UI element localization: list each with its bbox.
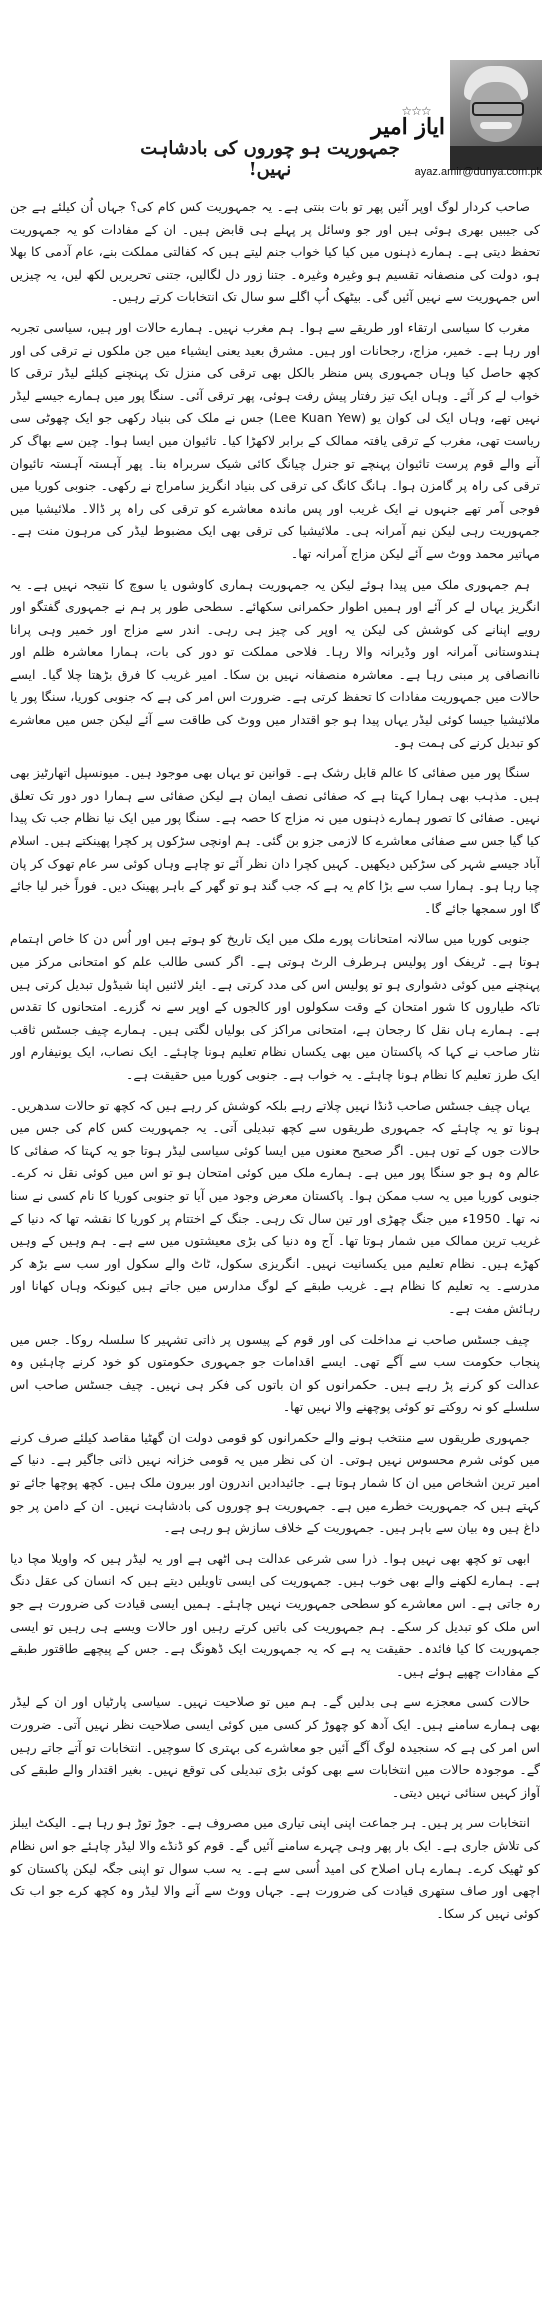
column-header — [0, 0, 550, 180]
paragraph: جمہوری طریقوں سے منتخب ہونے والے حکمرانوں کو قومی دولت ان گھٹیا مقاصد کیلئے صرف کرنے میں کوئی شرم محسوس نہیں ہوتی۔ ان کی نظر میں یہ قومی خزانہ نہیں ذاتی جاگیر ہے۔ دنیا کے امیر ترین اشخاص میں ان کا شمار ہوتا ہے۔ جائیدادیں اندرون اور بیرون ملک ہیں۔ کچھ پوچھا جائے تو کہتے ہیں کہ جمہوریت خطرے میں ہے۔ جمہوریت ہو چوروں کی بادشاہت نہیں۔ ان کے دامن پر جو داغ ہیں وہ بیان سے باہر ہیں۔ جمہوریت کے خلاف سازش ہو رہی ہے۔ — [10, 1429, 540, 1536]
column-title: جمہوریت ہو چوروں کی بادشاہت نہیں! — [140, 138, 400, 180]
paragraph: جنوبی کوریا میں سالانہ امتحانات پورے ملک میں ایک تاریخ کو ہوتے ہیں اور اُس دن کا خاص اہتمام ہوتا ہے۔ ٹریفک اور پولیس ہرطرف الرٹ ہوتی ہے۔ اگر کسی طالب علم کو امتحانی مرکز میں پہنچنے میں کوئی دشواری ہو تو پولیس اس کی مدد کرتی ہے۔ ایئر لائنیں اپنا شیڈول تبدیل کرتی ہیں تاکہ طیاروں کا شور امتحان کے وقت سکولوں اور کالجوں کے اوپر سے نہ گزرے۔ امتحانوں کا تقدس ہے۔ ہمارے ہاں نقل کا رجحان ہے، امتحانی مراکز کی بولیاں لگتی ہیں۔ ہمارے چیف جسٹس ثاقب نثار صاحب نے کہا کہ پاکستان میں بھی یکساں نظام تعلیم ہونا چاہئے۔ ایک نصاب، ایک یونیفارم اور ایک طرز تعلیم کا نظام ہونا چاہئے۔ یہ خواب ہے۔ جنوبی کوریا میں حقیقت ہے۔ — [10, 931, 540, 1082]
paragraph: ہم جمہوری ملک میں پیدا ہوئے لیکن یہ جمہوریت ہماری کاوشوں یا سوچ کا نتیجہ نہیں ہے۔ یہ انگریز یہاں لے کر آئے اور ہمیں اطوار حکمرانی سکھائے۔ سطحی طور پر ہم نے جمہوری گفتگو اور رویے اپنانے کی کوشش کی لیکن یہ اوپر کی چیز ہی رہی۔ اندر سے مزاج اور خمیر وہی پرانا ہندوستانی آمرانہ اور وڈیرانہ والا رہا۔ فلاحی مملکت تو دور کی بات، ہمارا معاشرہ ظلم اور ناانصافی پر مبنی رہا ہے۔ معاشرہ منصفانہ نہیں بن سکا۔ امیر غریب کا فرق بڑھتا چلا گیا۔ ایسے حالات میں جمہوریت مفادات کا تحفظ کرتی ہے۔ ضرورت اس امر کی ہے کہ جنوبی کوریا، سنگا پور یا ملائیشیا جیسا کوئی لیڈر یہاں پیدا ہو جو اقتدار میں ووٹ کی طاقت سے آئے لیکن جس میں معاشرے کو تبدیل کرنے کی ہمت ہو۔ — [10, 576, 540, 750]
paragraph: یہاں چیف جسٹس صاحب ڈنڈا نہیں چلاتے رہے بلکہ کوشش کر رہے ہیں کہ کچھ تو حالات سدھریں۔ ہونا تو یہ چاہئے کہ جمہوری طریقوں سے کچھ تبدیلی آتی۔ یہ جمہوریت کس کام کی جس میں حالات جوں کے توں ہیں۔ اگر صحیح معنوں میں ایسا کوئی سیاسی لیڈر ہوتا جو یہ کہتا کہ صفائی کا عالم وہ ہو جو سنگا پور میں ہے۔ ہمارے ملک میں کوئی امتحان ہو تو اس میں کوئی نقل نہ کرے۔ جنوبی کوریا میں یہ سب ممکن ہوا۔ پاکستان معرض وجود میں آیا تو جنوبی کوریا کا نام کسی نے سنا نہ تھا۔ 1950ء میں جنگ چھڑی اور تین سال تک رہی۔ جنگ کے اختتام پر کوریا کا نقشہ تھا کہ دنیا کے غریب ترین ممالک میں شمار ہوتا تھا۔ آج وہ دنیا کی بڑی معیشتوں میں سے ہے۔ ہم وہیں کے وہیں کھڑے ہیں۔ نظام تعلیم میں یکسانیت نہیں۔ انگریزی سکول، ٹاٹ والے سکول اور سب سے بڑھ کر مدرسے۔ یہ تعلیم کا نظام ہے۔ غریب طبقے کے لوگ مدارس میں جاتے ہیں کیونکہ وہاں کھانا اور رہائش مفت ہے۔ — [10, 1097, 540, 1316]
author-name: ایاز امیر — [371, 114, 445, 140]
paragraph: مغرب کا سیاسی ارتقاء اور طریقے سے ہوا۔ ہم مغرب نہیں۔ ہمارے حالات اور ہیں، سیاسی تجربہ اور رہا ہے۔ خمیر، مزاج، رجحانات اور ہیں۔ مشرق بعید یعنی ایشیاء میں جن ملکوں نے ترقی کی اور کچھ حاصل کیا وہاں جمہوری پس منظر بالکل بھی ترقی کی منزل تک پہنچنے کیلئے لیڈر ترقی کا خواب لے کر آئے۔ وہاں ایک تیز رفتار پیش رفت ہوئی، پھر ترقی آئی۔ سنگا پور میں ہمارے جیسے لیڈر نہیں تھے، وہاں ایک لی کوان یو (Lee Kuan Yew) جس نے ملک کی بنیاد رکھی جو ایک چھوٹی سی ریاست تھی، مغرب کے ترقی یافتہ ممالک کے برابر لاکھڑا کیا۔ تائیوان میں ایسا ہوا۔ چین سے بھاگ کر آنے والے قوم پرست تائیوان پہنچے تو جنرل چیانگ کائی شیک سربراہ بنا۔ پھر آہستہ آہستہ تائیوان ترقی کی راہ پر گامزن ہوا۔ ہانگ کانگ کی ترقی کی بنیاد انگریز سامراج نے رکھی۔ جنوبی کوریا میں فوجی آمر تھے جنہوں نے ایک غریب اور پس ماندہ معاشرے کو ترقی کی راہ پر ڈالا۔ ملائیشیا میں جمہوریت رہی لیکن نیم آمرانہ ہی۔ ملائیشیا کی ترقی بھی ایک مضبوط لیڈر کی مرہون منت ہے۔ مہاتیر محمد ووٹ سے آئے لیکن مزاج آمرانہ تھا۔ — [10, 319, 540, 561]
author-email: ayaz.amir@dunya.com.pk — [414, 166, 542, 178]
photo-mustache — [480, 122, 512, 129]
author-photo — [450, 60, 542, 170]
paragraph: صاحب کردار لوگ اوپر آئیں پھر تو بات بنتی ہے۔ یہ جمہوریت کس کام کی؟ جہاں اُن کیلئے ہے جن کی جیبیں بھری ہوئی ہیں اور جو وسائل پر پہلے ہی قابض ہیں۔ ان کے مفادات کو یہ جمہوریت تحفظ دیتی ہے۔ ہمارے ذہنوں میں کیا کیا خواب جنم لیتے ہیں کہ کفالتی مملکت بنے، عام آدمی کا بھلا ہو، دولت کی منصفانہ تقسیم ہو وغیرہ وغیرہ۔ جتنا زور دل لگالیں، جتنی تحریریں لکھ لیں، یہ چیزیں اس جمہوریت سے نہیں آئیں گی۔ بیٹھک اُپ اگلے سو سال تک انتخابات کرتے رہیں۔ — [10, 199, 540, 305]
article-body — [10, 196, 540, 2306]
paragraph: ابھی تو کچھ بھی نہیں ہوا۔ ذرا سی شرعی عدالت ہی اٹھی ہے اور یہ لیڈر ہیں کہ واویلا مچا دیا ہے۔ ہمارے لکھنے والے بھی خوب ہیں۔ جمہوریت کی ایسی تاویلیں دیتے ہیں کہ انسان کی عقل دنگ رہ جاتی ہے۔ اس معاشرے کو سطحی جمہوریت نہیں چاہئے۔ ہمیں ایسی قیادت کی ضرورت ہے جو اس ملک کو تبدیل کر سکے۔ ہم جمہوریت کی باتیں کرتے رہیں اور حالات ویسے ہی رہیں تو ایسی جمہوریت کا کیا فائدہ۔ حقیقت یہ ہے کہ یہ جمہوریت ایک ڈھونگ ہے۔ جس کے پیچھے طاقتور طبقے کے مفادات چھپے ہوئے ہیں۔ — [10, 1550, 540, 1679]
paragraph: انتخابات سر پر ہیں۔ ہر جماعت اپنی اپنی تیاری میں مصروف ہے۔ جوڑ توڑ ہو رہا ہے۔ الیکٹ ایبلز کی تلاش جاری ہے۔ ایک بار پھر وہی چہرے سامنے آئیں گے۔ قوم کو ڈنڈے والا لیڈر چاہئے جو اس نظام کو ٹھیک کرے۔ ہمارے ہاں اصلاح کی امید اُسی سے ہے۔ یہ سب سوال تو اپنی جگہ لیکن پاکستان کو اچھی اور صاف ستھری قیادت کی ضرورت ہے۔ جہاں ووٹ سے آنے والا لیڈر وہ کچھ کرے جو اب تک کوئی نہیں کر سکا۔ — [10, 1815, 540, 1921]
paragraph: چیف جسٹس صاحب نے مداخلت کی اور قوم کے پیسوں پر ذاتی تشہیر کا سلسلہ روکا۔ جس میں پنجاب حکومت سب سے آگے تھی۔ ایسے اقدامات جو جمہوری حکومتوں کو خود کرنے چاہئیں وہ عدالت کو کرنے پڑ رہے ہیں۔ حکمرانوں کو ان باتوں کی فکر ہی نہیں۔ چیف جسٹس صاحب اس سلسلے کو نہ روکتے تو کوئی پوچھنے والا نہیں تھا۔ — [10, 1331, 540, 1415]
paragraph: سنگا پور میں صفائی کا عالم قابل رشک ہے۔ قوانین تو یہاں بھی موجود ہیں۔ میونسپل اتھارٹیز بھی ہیں۔ مذہب بھی ہمارا کہتا ہے کہ صفائی نصف ایمان ہے لیکن صفائی سے ہمارا دور دور تک تعلق نہیں۔ صفائی کا تصور ہمارے ذہنوں میں نہ مزاج کا حصہ ہے۔ سنگا پور میں ایک نیا نظام جب تک پیدا کیا گیا جس سے صفائی معاشرے کا لازمی جزو بن گئی۔ ہم اونچی سڑکوں پر کچرا پھینکتے ہیں۔ اسلام آباد جیسے شہر کی سڑکیں دیکھیں۔ کہیں کچرا دان نظر آئے تو چاہے وہاں کوئی سر عام تھوک کر پان چبا رہا ہو۔ ہمارا سب سے بڑا کام یہ ہے کہ جب گند ہو تو گھر کے باہر پھینک دیں۔ فوراً خبر لیا جائے گا اور سمجھا جائے گا۔ — [10, 765, 540, 916]
photo-glasses — [472, 102, 524, 116]
stars-decoration: ☆☆☆ — [401, 104, 431, 118]
paragraph: حالات کسی معجزے سے ہی بدلیں گے۔ ہم میں تو صلاحیت نہیں۔ سیاسی پارٹیاں اور ان کے لیڈر بھی ہمارے سامنے ہیں۔ ایک آدھ کو چھوڑ کر کسی میں کوئی ایسی صلاحیت نظر نہیں آتی۔ ضرورت اس امر کی ہے کہ سنجیدہ لوگ آگے آئیں جو معاشرے کی بہتری کا سوچیں۔ انتخابات تو آتے جاتے رہیں گے۔ موجودہ حالات میں انتخابات سے بھی کوئی بڑی تبدیلی کی توقع نہیں۔ بغیر اقتدار والے طبقے کی آواز کہیں سنائی نہیں دیتی۔ — [10, 1694, 540, 1800]
